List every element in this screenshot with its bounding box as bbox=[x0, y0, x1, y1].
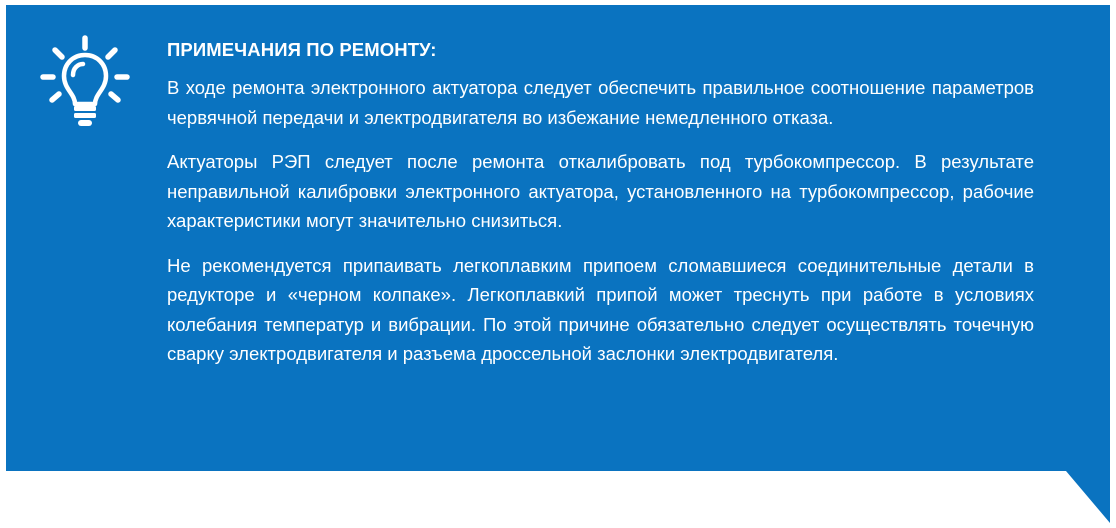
note-paragraph-2: Актуаторы РЭП следует после ремонта откалибровать под турбокомпрессор. В результате неправильной калибровки электронного актуатора, установленного на турбокомпрессор, рабочие характеристики могут значительно снизиться. bbox=[167, 151, 1034, 231]
notes-content bbox=[167, 36, 1034, 384]
lightbulb-icon bbox=[38, 34, 132, 130]
notes-heading: ПРИМЕЧАНИЯ ПО РЕМОНТУ: bbox=[167, 39, 437, 60]
note-paragraph-1: В ходе ремонта электронного актуатора следует обеспечить правильное соотношение параметров червячной передачи и электродвигателя во избежание немедленного отказа. bbox=[167, 77, 1034, 128]
callout-tail bbox=[1066, 471, 1110, 523]
note-paragraph-3: Не рекомендуется припаивать легкоплавким припоем сломавшиеся соединительные детали в редукторе и «черном колпаке». Легкоплавкий припой может треснуть при работе в условиях колебания температур и вибрации. По этой причине обязательно следует осуществлять точечную сварку электродвигателя и разъема дроссельной заслонки электродвигателя. bbox=[167, 254, 1034, 364]
